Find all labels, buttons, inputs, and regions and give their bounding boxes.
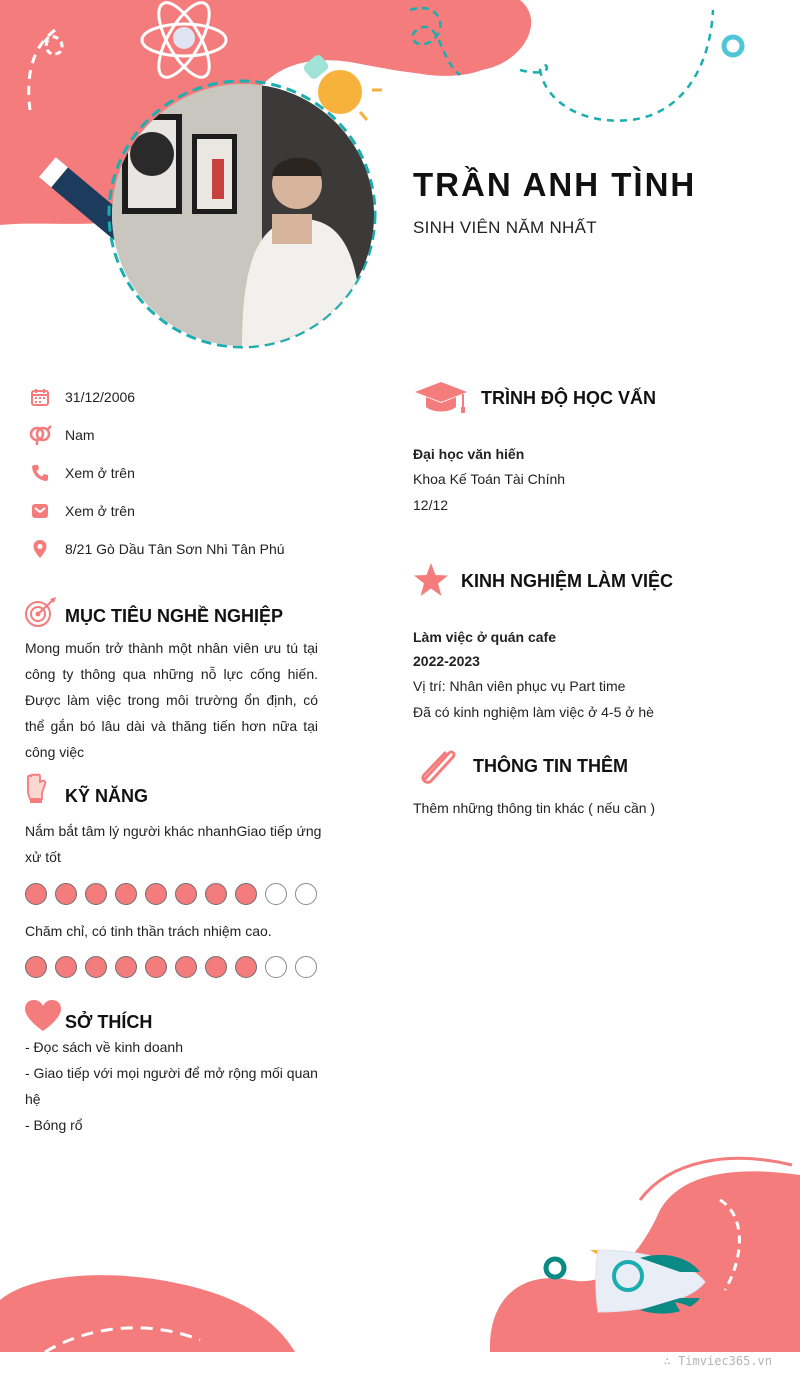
rating-dot-filled bbox=[85, 956, 107, 978]
rating-dot-filled bbox=[205, 956, 227, 978]
calendar-icon bbox=[28, 385, 52, 409]
experience-position: Vị trí: Nhân viên phục vụ Part time bbox=[413, 678, 626, 694]
rating-dot-filled bbox=[145, 956, 167, 978]
rating-dot-filled bbox=[145, 883, 167, 905]
experience-place: Làm việc ở quán cafe bbox=[413, 629, 557, 645]
rating-dot-filled bbox=[235, 956, 257, 978]
skill-2-rating bbox=[25, 956, 317, 978]
teal-ring bbox=[724, 37, 742, 55]
skills-title: KỸ NĂNG bbox=[65, 786, 149, 806]
dashed-curve-right bbox=[520, 10, 713, 121]
contact-text: Nam bbox=[65, 427, 95, 443]
location-pin-icon bbox=[28, 537, 52, 561]
raised-fist-icon bbox=[24, 773, 48, 810]
full-name: TRẦN ANH TÌNH bbox=[413, 166, 697, 203]
contact-text: Xem ở trên bbox=[65, 465, 135, 481]
education-faculty: Khoa Kế Toán Tài Chính bbox=[413, 471, 566, 487]
rating-dot-filled bbox=[25, 956, 47, 978]
education-grade: 12/12 bbox=[413, 497, 449, 513]
experience-title: KINH NGHIỆM LÀM VIỆC bbox=[461, 571, 674, 591]
objective-title: MỤC TIÊU NGHỀ NGHIỆP bbox=[65, 606, 284, 626]
rating-dot-filled bbox=[25, 883, 47, 905]
small-ring-bottom bbox=[546, 1259, 564, 1277]
rating-dot-filled bbox=[115, 956, 137, 978]
experience-period: 2022-2023 bbox=[413, 653, 480, 669]
rating-dot-filled bbox=[55, 956, 77, 978]
rating-dot-filled bbox=[85, 883, 107, 905]
rating-dot-filled bbox=[235, 883, 257, 905]
email-icon bbox=[28, 499, 52, 523]
extra-text: Thêm những thông tin khác ( nếu cần ) bbox=[413, 800, 656, 816]
rating-dot-filled bbox=[175, 883, 197, 905]
target-icon bbox=[24, 597, 58, 634]
skill-2-text: Chăm chỉ, có tinh thần trách nhiệm cao. bbox=[25, 923, 272, 939]
rating-dot-filled bbox=[115, 883, 137, 905]
contact-text: 31/12/2006 bbox=[65, 389, 136, 405]
rating-dot-filled bbox=[175, 956, 197, 978]
hobby-item: - Đọc sách về kinh doanh bbox=[25, 1039, 183, 1055]
hobbies-title: SỞ THÍCH bbox=[65, 1012, 153, 1032]
job-title: SINH VIÊN NĂM NHẤT bbox=[413, 218, 597, 237]
heart-icon bbox=[24, 1000, 62, 1037]
paperclip-icon bbox=[415, 745, 459, 790]
gender-icon bbox=[28, 423, 52, 447]
contact-birthdate bbox=[28, 385, 368, 409]
hobby-item: - Giao tiếp với mọi người để mở rộng mối quan hệ bbox=[25, 1065, 318, 1107]
education-title: TRÌNH ĐỘ HỌC VẤN bbox=[481, 388, 656, 408]
profile-photo bbox=[112, 84, 374, 346]
rating-dot-empty bbox=[265, 883, 287, 905]
rating-dot-empty bbox=[295, 883, 317, 905]
contact-text: 8/21 Gò Dầu Tân Sơn Nhì Tân Phú bbox=[65, 541, 285, 557]
graduation-cap-icon bbox=[413, 380, 469, 419]
rating-dot-filled bbox=[205, 883, 227, 905]
education-school: Đại học văn hiến bbox=[413, 446, 525, 462]
bottom-left-blob bbox=[0, 1275, 295, 1352]
objective-text: Mong muốn trở thành một nhân viên ưu tú tại công ty thông qua những nỗ lực cống hiến. Được làm việc trong môi trường ổn định, có thể gắn bó lâu dài và thăng tiến hơn nữa tại công việc bbox=[25, 640, 318, 760]
extra-title: THÔNG TIN THÊM bbox=[473, 756, 628, 776]
rating-dot-filled bbox=[55, 883, 77, 905]
rating-dot-empty bbox=[295, 956, 317, 978]
phone-icon bbox=[28, 461, 52, 485]
contact-phone bbox=[28, 461, 368, 485]
skill-1-text: Nắm bắt tâm lý người khác nhanhGiao tiếp ứng xử tốt bbox=[25, 823, 322, 865]
contact-email bbox=[28, 499, 368, 523]
contact-text: Xem ở trên bbox=[65, 503, 135, 519]
rating-dot-empty bbox=[265, 956, 287, 978]
star-icon bbox=[413, 562, 449, 603]
experience-detail: Đã có kinh nghiệm làm việc ở 4-5 ở hè bbox=[413, 704, 654, 720]
contact-address bbox=[28, 537, 368, 561]
watermark: ∴ Timviec365.vn bbox=[663, 1354, 772, 1368]
skill-1-rating bbox=[25, 883, 317, 905]
contact-gender bbox=[28, 423, 368, 447]
hobby-item: - Bóng rổ bbox=[25, 1117, 83, 1133]
